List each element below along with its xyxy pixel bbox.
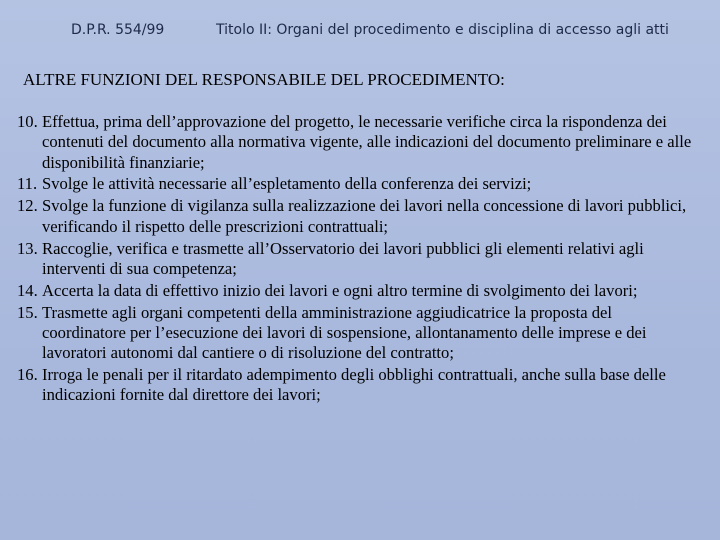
- slide-header: [0, 22, 720, 42]
- item-number: 16.: [17, 365, 38, 385]
- item-number: 12.: [17, 196, 38, 216]
- item-text: Accerta la data di effettivo inizio dei lavori e ogni altro termine di svolgimento dei lavori;: [42, 280, 638, 300]
- item-number: 11.: [17, 174, 38, 194]
- item-number: 15.: [17, 302, 38, 322]
- header-reference: D.P.R. 554/99: [71, 22, 165, 38]
- item-text: Trasmette agli organi competenti della amministrazione aggiudicatrice la proposta del coordinatore per l’esecuzione dei lavori di sospensione, allontanamento delle imprese e dei lavoratori autonomi dal cantiere o di risoluzione del contratto;: [42, 302, 647, 363]
- list-item: [17, 303, 697, 364]
- item-text: Irroga le penali per il ritardato adempimento degli obblighi contrattuali, anche sulla base delle indicazioni fornite dal direttore dei lavori;: [42, 365, 666, 405]
- item-number: 13.: [17, 238, 38, 258]
- item-text: Effettua, prima dell’approvazione del progetto, le necessarie verifiche circa la rispondenza dei contenuti del documento alla normativa vigente, alle indicazioni del documento preliminare e alle disponibilità finanziarie;: [42, 112, 692, 172]
- item-text: Raccoglie, verifica e trasmette all’Osservatorio dei lavori pubblici gli elementi relativi agli interventi di sua competenza;: [42, 238, 644, 278]
- functions-list: [17, 112, 697, 407]
- list-item: [17, 196, 697, 237]
- list-item: [17, 365, 697, 406]
- item-number: 10.: [17, 112, 38, 131]
- list-item: [17, 281, 697, 301]
- header-title: Titolo II: Organi del procedimento e disciplina di accesso agli atti: [216, 22, 669, 38]
- list-item: [17, 112, 697, 173]
- list-item: [17, 174, 697, 194]
- item-text: Svolge la funzione di vigilanza sulla realizzazione dei lavori nella concessione di lavori pubblici, verificando il rispetto delle prescrizioni contrattuali;: [42, 196, 687, 236]
- item-number: 14.: [17, 280, 38, 300]
- list-item: [17, 239, 697, 280]
- section-title: ALTRE FUNZIONI DEL RESPONSABILE DEL PROCEDIMENTO:: [23, 70, 505, 89]
- item-text: Svolge le attività necessarie all’espletamento della conferenza dei servizi;: [42, 174, 532, 194]
